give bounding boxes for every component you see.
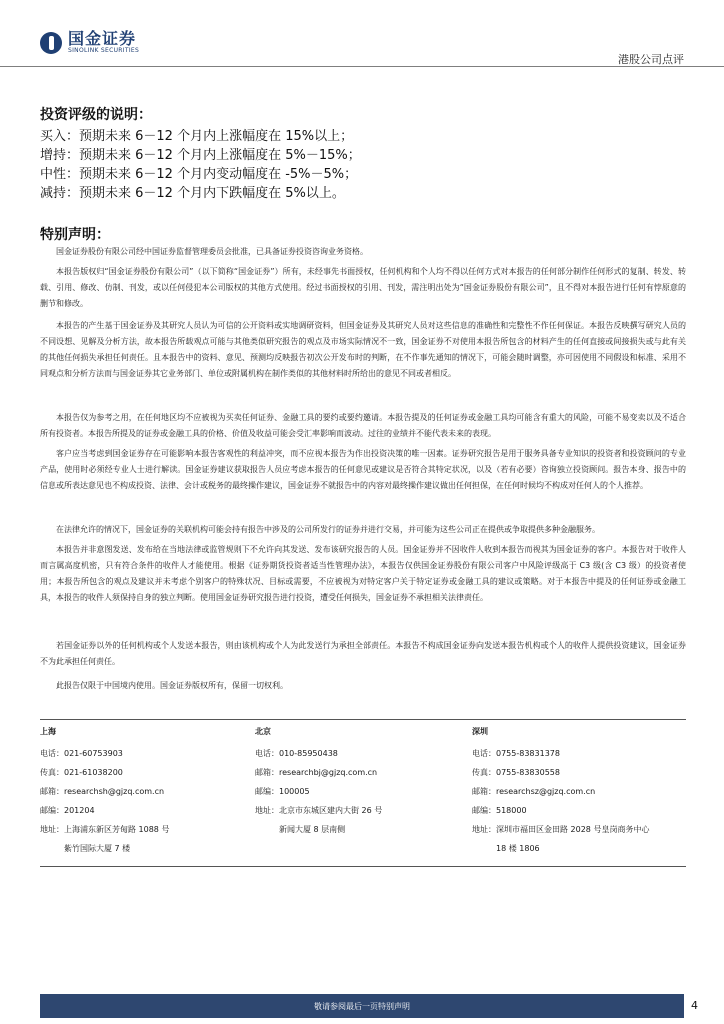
contact-address-cont: 新闻大厦 8 层南侧 <box>279 825 346 834</box>
header-divider <box>0 66 724 67</box>
contact-email: 邮箱：researchsz@gjzq.com.cn <box>472 787 596 796</box>
report-type: 港股公司点评 <box>618 53 684 66</box>
rating-item-underweight: 减持：预期未来 6－12 个月内下跌幅度在 5%以上。 <box>40 186 345 201</box>
page-number: 4 <box>691 999 698 1012</box>
contact-city: 北京 <box>255 727 271 736</box>
contact-address-cont: 18 楼 1806 <box>496 844 540 853</box>
disclaimer-paragraph: 本报告仅为参考之用，在任何地区均不应被视为买卖任何证券、金融工具的要约或要约邀请。本报告提及的任何证券或金融工具均可能含有重大的风险，可能不易变卖以及不适合所有投资者。本报告所提及的证券或金融工具的价格、价值及收益可能会受汇率影响而波动。过往的业绩并不能代表未来的表现。 <box>40 413 686 438</box>
contact-address: 地址：北京市东城区建内大街 26 号 <box>255 806 383 815</box>
rating-item-overweight: 增持：预期未来 6－12 个月内上涨幅度在 5%－15%； <box>40 148 361 163</box>
contact-phone: 电话：010-85950438 <box>255 749 338 758</box>
rating-list <box>40 127 361 203</box>
special-title: 特别声明： <box>40 227 110 243</box>
rating-item-buy: 买入：预期未来 6－12 个月内上涨幅度在 15%以上； <box>40 129 354 144</box>
contact-email: 邮箱：researchbj@gjzq.com.cn <box>255 768 378 777</box>
contact-beijing <box>255 724 382 839</box>
company-logo <box>40 30 139 55</box>
disclaimer-paragraph: 若国金证券以外的任何机构或个人发送本报告，则由该机构或个人为此发送行为承担全部责任。本报告不构成国金证券向发送本报告机构或个人的收件人提供投资建议，国金证券不为此承担任何责任。 <box>40 641 686 666</box>
contact-shanghai <box>40 724 169 858</box>
contact-phone: 电话：0755-83831378 <box>472 749 560 758</box>
logo-cn-text: 国金证券 <box>68 29 137 48</box>
disclaimer-paragraph: 本报告版权归“国金证券股份有限公司”（以下简称“国金证券”）所有，未经事先书面授权，任何机构和个人均不得以任何方式对本报告的任何部分制作任何形式的复制、转发、转载、引用、修改、仿制、刊发，或以任何侵犯本公司版权的其他方式使用。经过书面授权的引用、刊发，需注明出处为“国金证券股份有限公司”，且不得对本报告进行任何有悖原意的删节和修改。 <box>40 267 686 308</box>
contact-address-cont: 紫竹国际大厦 7 楼 <box>64 844 131 853</box>
contact-city: 上海 <box>40 727 56 736</box>
contact-table <box>40 719 686 867</box>
contact-phone: 电话：021-60753903 <box>40 749 123 758</box>
contact-postcode: 邮编：100005 <box>255 787 310 796</box>
disclaimer-paragraph: 本报告的产生基于国金证券及其研究人员认为可信的公开资料或实地调研资料，但国金证券及其研究人员对这些信息的准确性和完整性不作任何保证。本报告反映撰写研究人员的不同设想、见解及分析方法，故本报告所载观点可能与其他类似研究报告的观点及市场实际情况不一致，国金证券不对使用本报告所包含的材料产生的任何直接或间接损失或与此有关的其他任何损失承担任何责任。且本报告中的资料、意见、预测均反映报告初次公开发布时的判断，在不作事先通知的情况下，可能会随时调整，亦可因使用不同假设和标准、采用不同观点和分析方法而与国金证券其它业务部门、单位或附属机构在制作类似的其他材料时所给出的意见不同或者相反。 <box>40 321 686 378</box>
contact-shenzhen <box>472 724 649 858</box>
footer-text: 敬请参阅最后一页特别声明 <box>314 1001 410 1011</box>
logo-icon <box>40 32 62 54</box>
contact-postcode: 邮编：201204 <box>40 806 95 815</box>
disclaimer-paragraph: 在法律允许的情况下，国金证券的关联机构可能会持有报告中涉及的公司所发行的证券并进行交易，并可能为这些公司正在提供或争取提供多种金融服务。 <box>56 525 600 534</box>
logo-en-text: SINOLINK SECURITIES <box>68 47 140 54</box>
disclaimer-paragraph: 客户应当考虑到国金证券存在可能影响本报告客观性的利益冲突，而不应视本报告为作出投资决策的唯一因素。证券研究报告是用于服务具备专业知识的投资者和投资顾问的专业产品，使用时必须经专业人士进行解读。国金证券建议获取报告人员应考虑本报告的任何意见或建议是否符合其特定状况，以及（若有必要）咨询独立投资顾问。报告本身、报告中的信息或所表达意见也不构成投资、法律、会计或税务的最终操作建议，国金证券不就报告中的内容对最终操作建议做出任何担保，在任何时候均不构成对任何人的个人推荐。 <box>40 449 686 490</box>
contact-postcode: 邮编：518000 <box>472 806 527 815</box>
rating-item-neutral: 中性：预期未来 6－12 个月内变动幅度在 -5%－5%； <box>40 167 358 182</box>
contact-address: 地址：上海浦东新区芳甸路 1088 号 <box>40 825 170 834</box>
page-header <box>0 0 724 66</box>
contact-address: 地址：深圳市福田区金田路 2028 号皇岗商务中心 <box>472 825 650 834</box>
disclaimer-paragraph: 此报告仅限于中国境内使用。国金证券版权所有，保留一切权利。 <box>56 681 288 690</box>
disclaimer-paragraph: 国金证券股份有限公司经中国证券监督管理委员会批准，已具备证券投资咨询业务资格。 <box>56 247 368 256</box>
disclaimer-paragraph: 本报告并非意图发送、发布给在当地法律或监管规则下不允许向其发送、发布该研究报告的人员。国金证券并不因收件人收到本报告而视其为国金证券的客户。本报告对于收件人而言属高度机密，只有符合条件的收件人才能使用。根据《证券期货投资者适当性管理办法》，本报告仅供国金证券股份有限公司客户中风险评级高于 C3 级(含 C3 级）的投资者使用；本报告所包含的观点及建议并未考虑个别客户的特殊状况、目标或需要，不应被视为对特定客户关于特定证券或金融工具的建议或策略。对于本报告中提及的任何证券或金融工具，本报告的收件人须保持自身的独立判断。使用国金证券研究报告进行投资，遭受任何损失，国金证券不承担相关法律责任。 <box>40 545 686 602</box>
contact-email: 邮箱：researchsh@gjzq.com.cn <box>40 787 165 796</box>
contact-fax: 传真：0755-83830558 <box>472 768 560 777</box>
footer-bar <box>40 994 684 1018</box>
contact-fax: 传真：021-61038200 <box>40 768 123 777</box>
contact-city: 深圳 <box>472 727 488 736</box>
rating-title: 投资评级的说明： <box>40 107 152 123</box>
